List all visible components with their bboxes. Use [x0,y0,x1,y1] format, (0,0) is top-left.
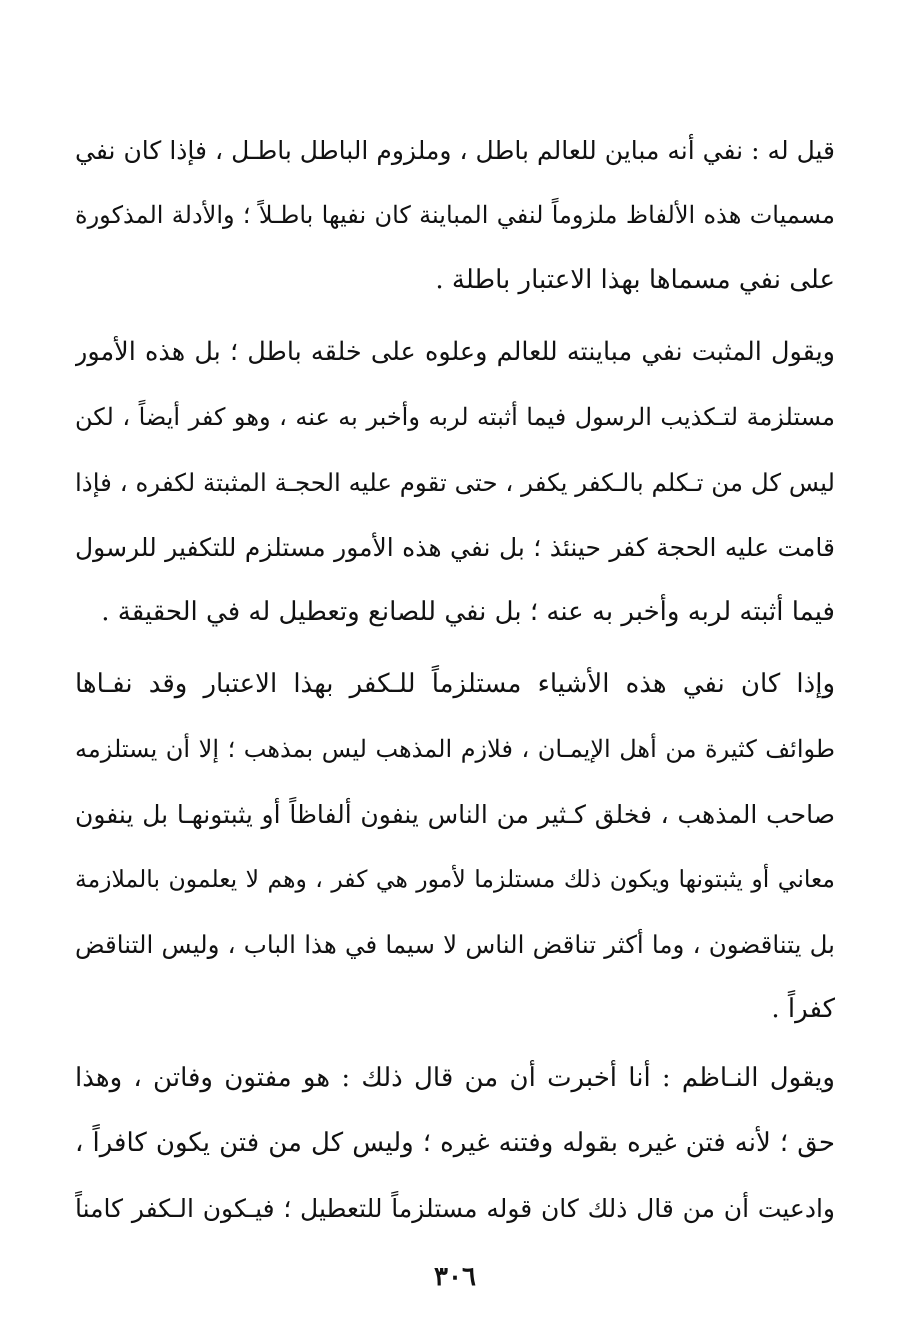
text-line: ويقول النـاظم : أنا أخبرت أن من قال ذلك : هو مفتون وفاتن ، وهذا [75,1063,835,1093]
paragraph-2 [75,320,835,645]
paragraph-1 [75,118,835,313]
text-line: طوائف كثيرة من أهل الإيمـان ، فلازم المذهب ليس بمذهب ؛ إلا أن يستلزمه [75,735,835,763]
text-line: حق ؛ لأنه فتن غيره بقوله وفتنه غيره ؛ وليس كل من فتن يكون كافراً ، [75,1128,835,1158]
text-line: قيل له : نفي أنه مباين للعالم باطل ، وملزوم الباطل باطـل ، فإذا كان نفي [75,136,835,165]
text-line: كفراً . [771,994,835,1024]
text-line: ليس كل من تـكلم بالـكفر يكفر ، حتى تقوم عليه الحجـة المثبتة لكفره ، فإذا [75,468,835,497]
text-line: مسميات هذه الألفاظ ملزوماً لنفي المباينة كان نفيها باطـلاً ؛ والأدلة المذكورة [75,201,835,229]
paragraph-4 [75,1046,835,1241]
paragraph-3 [75,652,835,1042]
text-line: مستلزمة لتـكذيب الرسول فيما أثبته لربه وأخبر به عنه ، وهو كفر أيضاً ، لكن [75,403,835,431]
page-number: ٣٠٦ [434,1262,476,1292]
text-line: وادعيت أن من قال ذلك كان قوله مستلزماً للتعطيل ؛ فيـكون الـكفر كامناً [75,1194,835,1223]
text-line: على نفي مسماها بهذا الاعتبار باطلة . [435,265,835,295]
text-line: صاحب المذهب ، فخلق كـثير من الناس ينفون ألفاظاً أو يثبتونهـا بل ينفون [75,800,835,829]
text-line: بل يتناقضون ، وما أكثر تناقض الناس لا سيما في هذا الباب ، وليس التناقض [75,930,835,959]
text-line: فيما أثبته لربه وأخبر به عنه ؛ بل نفي للصانع وتعطيل له في الحقيقة . [101,597,835,627]
text-line: ويقول المثبت نفي مباينته للعالم وعلوه على خلقه باطل ؛ بل هذه الأمور [75,337,835,367]
text-line: وإذا كان نفي هذه الأشياء مستلزماً للـكفر بهذا الاعتبار وقد نفـاها [75,669,835,699]
text-line: معاني أو يثبتونها ويكون ذلك مستلزما لأمور هي كفر ، وهم لا يعلمون بالملازمة [75,865,835,893]
text-line: قامت عليه الحجة كفر حينئذ ؛ بل نفي هذه الأمور مستلزم للتكفير للرسول [75,533,835,562]
